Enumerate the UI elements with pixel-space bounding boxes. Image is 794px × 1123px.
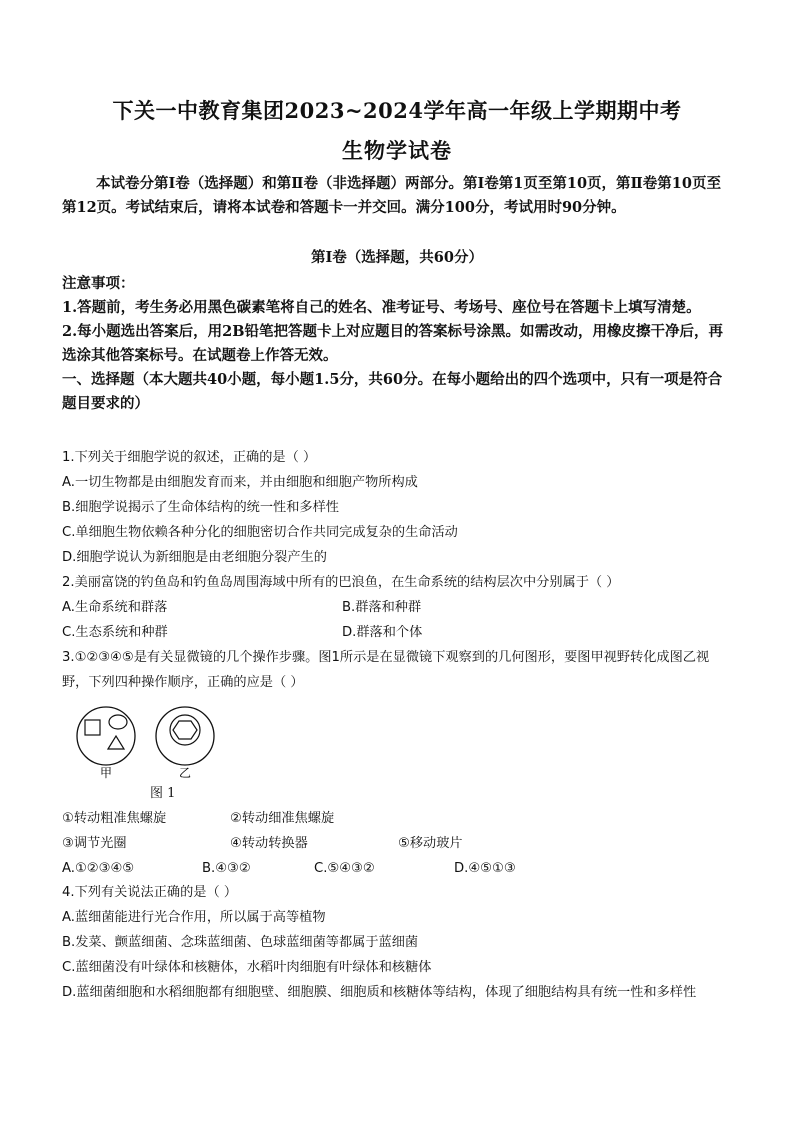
option-d: D.群落和个体	[342, 625, 423, 640]
exam-intro: 本试卷分第Ⅰ卷（选择题）和第Ⅱ卷（非选择题）两部分。第Ⅰ卷第1页至第10页，第Ⅱ卷第10页至第12页。考试结束后，请将本试卷和答题卡一并交回。满分100分，考试用时90分钟。	[62, 175, 721, 216]
option-c: C.单细胞生物依赖各种分化的细胞密切合作共同完成复杂的生命活动	[62, 525, 458, 540]
q3-steps	[62, 806, 732, 881]
step-3: ③调节光圈	[62, 836, 127, 851]
step-row	[62, 831, 732, 856]
question-stem: 4.下列有关说法正确的是（ ）	[62, 885, 238, 900]
notice-heading: 注意事项：	[62, 275, 135, 292]
option-c: C.生态系统和种群	[62, 625, 168, 640]
step-5: ⑤移动玻片	[398, 836, 463, 851]
figure-label-b: 乙	[178, 766, 192, 780]
option-a: A.蓝细菌能进行光合作用，所以属于高等植物	[62, 910, 326, 925]
part-one-heading: 一、选择题（本大题共40小题，每小题1.5分，共60分。在每小题给出的四个选项中，只有一项是符合题目要求的）	[62, 371, 723, 412]
hexagon-shape	[173, 721, 197, 739]
step-1: ①转动粗准焦螺旋	[62, 811, 167, 826]
question-2	[62, 570, 732, 645]
step-2: ②转动细准焦螺旋	[230, 811, 335, 826]
option-row	[62, 595, 732, 620]
option-a: A.生命系统和群落	[62, 600, 168, 615]
field-b	[156, 707, 214, 765]
question-3	[62, 645, 732, 695]
view-circle-b	[156, 707, 214, 765]
figure-label-a: 甲	[99, 766, 113, 780]
square-shape	[85, 720, 100, 735]
question-stem: 3.①②③④⑤是有关显微镜的几个操作步骤。图1所示是在显微镜下观察到的几何图形，要图甲视野转化成图乙视野，下列四种操作顺序，正确的应是（ ）	[62, 650, 710, 690]
step-4: ④转动转换器	[230, 836, 308, 851]
option-d: D.蓝细菌细胞和水稻细胞都有细胞壁、细胞膜、细胞质和核糖体等结构，体现了细胞结构具有统一性和多样性	[62, 985, 697, 1000]
option-b: B.群落和种群	[342, 600, 422, 615]
option-c: C.⑤④③②	[314, 861, 375, 876]
question-4	[62, 880, 732, 1005]
question-1	[62, 445, 732, 570]
option-a: A.一切生物都是由细胞发育而来，并由细胞和细胞产物所构成	[62, 475, 418, 490]
step-row	[62, 806, 732, 831]
option-row	[62, 856, 732, 881]
option-b: B.细胞学说揭示了生命体结构的统一性和多样性	[62, 500, 339, 515]
triangle-shape	[108, 736, 124, 749]
option-b: B.发菜、颤蓝细菌、念珠蓝细菌、色球蓝细菌等都属于蓝细菌	[62, 935, 419, 950]
option-c: C.蓝细菌没有叶绿体和核糖体，水稻叶肉细胞有叶绿体和核糖体	[62, 960, 432, 975]
ellipse-shape	[109, 715, 127, 729]
view-circle-a	[77, 707, 135, 765]
notice-item-1: 1.答题前，考生务必用黑色碳素笔将自己的姓名、准考证号、考场号、座位号在答题卡上填写清楚。	[62, 299, 701, 316]
option-b: B.④③②	[202, 861, 251, 876]
notice-block	[62, 272, 732, 416]
figure-caption: 图 1	[150, 786, 176, 801]
notice-item-2: 2.每小题选出答案后，用2B铅笔把答题卡上对应题目的答案标号涂黑。如需改动，用橡皮擦干净后，再选涂其他答案标号。在试题卷上作答无效。	[62, 323, 723, 364]
field-a	[77, 707, 135, 765]
option-d: D.④⑤①③	[454, 861, 516, 876]
section-title: 第Ⅰ卷（选择题，共60分）	[311, 249, 483, 266]
exam-title: 下关一中教育集团2023~2024学年高一年级上学期期中考	[112, 98, 682, 123]
question-stem: 1.下列关于细胞学说的叙述，正确的是（ ）	[62, 450, 317, 465]
option-row	[62, 620, 732, 645]
enlarged-circle	[170, 715, 200, 745]
option-a: A.①②③④⑤	[62, 861, 135, 876]
exam-subject-title: 生物学试卷	[342, 138, 452, 163]
option-d: D.细胞学说认为新细胞是由老细胞分裂产生的	[62, 550, 327, 565]
question-stem: 2.美丽富饶的钓鱼岛和钓鱼岛周围海域中所有的巴浪鱼，在生命系统的结构层次中分别属于（ ）	[62, 575, 620, 590]
